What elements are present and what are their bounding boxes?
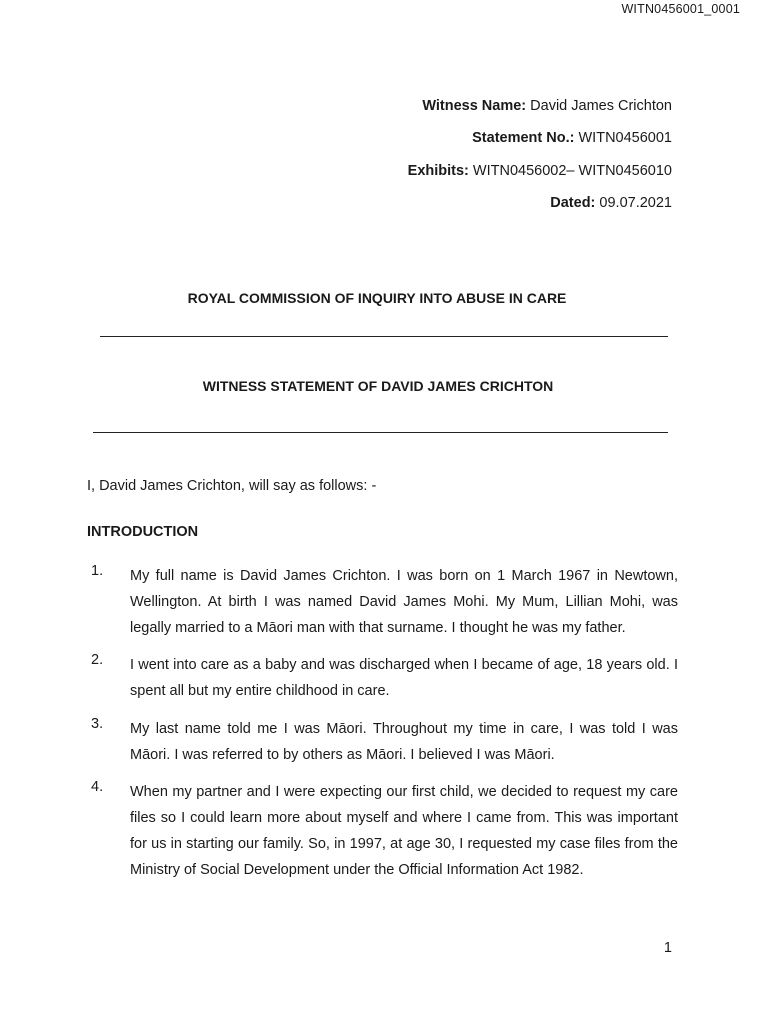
page-number: 1: [663, 940, 672, 956]
exhibits-line: [408, 163, 672, 179]
horizontal-rule: [93, 432, 668, 433]
paragraph-number: 3.: [91, 716, 104, 732]
dated-label: Dated:: [550, 195, 596, 211]
commission-title: ROYAL COMMISSION OF INQUIRY INTO ABUSE IN CARE: [187, 290, 567, 306]
witness-name-label: Witness Name:: [422, 98, 527, 114]
exhibits-value: WITN0456002– WITN0456010: [472, 163, 672, 179]
exhibits-label: Exhibits:: [407, 163, 469, 179]
statement-no-label: Statement No.:: [472, 130, 575, 146]
statement-no-value: WITN0456001: [578, 130, 672, 146]
intro-line: I, David James Crichton, will say as follows: -: [87, 478, 377, 494]
statement-title: WITNESS STATEMENT OF DAVID JAMES CRICHTON: [202, 378, 554, 394]
dated-value: 09.07.2021: [599, 195, 672, 211]
paragraph-text: My last name told me I was Māori. Throughout my time in care, I was told I was Māori. I was referred to by others as Māori. I believed I was Māori.: [130, 721, 678, 763]
statement-no-line: [472, 130, 672, 146]
paragraph-number: 2.: [91, 652, 104, 668]
witness-name-value: David James Crichton: [530, 98, 672, 114]
paragraph-number: 4.: [91, 779, 104, 795]
section-heading: INTRODUCTION: [87, 524, 199, 540]
paragraph-text: When my partner and I were expecting our first child, we decided to request my care files so I could learn more about myself and where I came from. This was important for us in starting our family. So, in 1997, at age 30, I requested my case files from the Ministry of Social Development under the Official Information Act 1982.: [130, 784, 678, 878]
document-id: WITN0456001_0001: [621, 2, 740, 16]
witness-name-line: [422, 98, 672, 114]
paragraph-number: 1.: [91, 563, 104, 579]
paragraph-text: My full name is David James Crichton. I was born on 1 March 1967 in Newtown, Wellington. At birth I was named David James Mohi. My Mum, Lillian Mohi, was legally married to a Māori man with that surname. I thought he was my father.: [130, 568, 678, 636]
dated-line: [550, 195, 672, 211]
paragraph-text: I went into care as a baby and was discharged when I became of age, 18 years old. I spent all but my entire childhood in care.: [130, 657, 678, 699]
horizontal-rule: [100, 336, 668, 337]
